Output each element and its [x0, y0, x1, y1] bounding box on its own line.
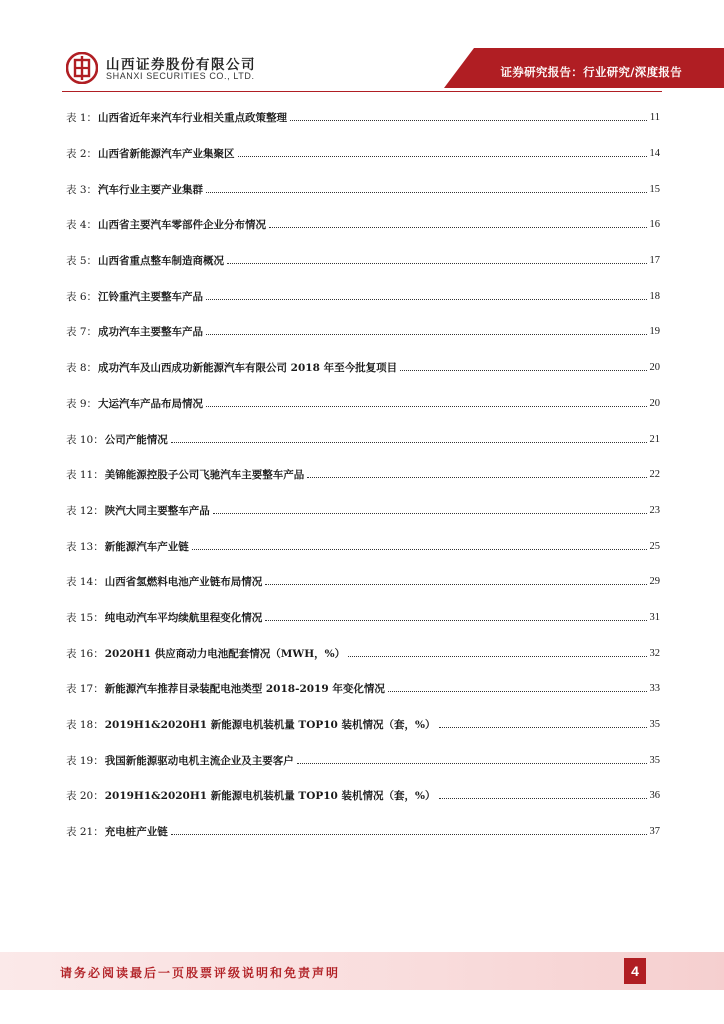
toc-entry-label: 表 20： — [66, 790, 104, 803]
toc-entry-title: 陕汽大同主要整车产品 — [104, 504, 210, 517]
toc-entry[interactable] — [66, 814, 660, 850]
toc-entry-page: 15 — [649, 183, 660, 195]
toc-entry-page: 11 — [649, 112, 660, 124]
toc-entry-label: 表 14： — [66, 576, 104, 589]
toc-entry-title: 山西省主要汽车零部件企业分布情况 — [98, 219, 267, 232]
toc-entry-label: 表 16： — [66, 647, 104, 660]
toc-entry-page: 35 — [649, 719, 660, 731]
toc-entry-page: 18 — [649, 290, 660, 302]
toc-entry-title: 山西省近年来汽车行业相关重点政策整理 — [98, 112, 288, 125]
toc-entry-title: 山西省新能源汽车产业集聚区 — [98, 148, 235, 161]
toc-entry-label: 表 10： — [66, 433, 104, 446]
toc-entry-label: 表 19： — [66, 754, 104, 767]
toc-dot-leader — [400, 370, 646, 371]
toc-entry-label: 表 8： — [66, 362, 98, 375]
toc-entry-label: 表 13： — [66, 540, 104, 553]
toc-entry-title: 新能源汽车推荐目录装配电池类型 2018-2019 年变化情况 — [104, 683, 385, 696]
toc-entry-page: 32 — [649, 647, 660, 659]
toc-entry[interactable] — [66, 778, 660, 814]
toc-entry-page: 25 — [649, 540, 660, 552]
toc-dot-leader — [192, 549, 647, 550]
toc-dot-leader — [213, 513, 647, 514]
toc-entry-title: 山西省氢燃料电池产业链布局情况 — [104, 576, 263, 589]
toc-entry-label: 表 7： — [66, 326, 98, 339]
company-logo-icon — [66, 52, 98, 84]
toc-entry-title: 美锦能源控股子公司飞驰汽车主要整车产品 — [104, 469, 305, 482]
toc-entry-label: 表 2： — [66, 148, 98, 161]
toc-entry-label: 表 5： — [66, 255, 98, 268]
toc-entry-page: 37 — [649, 826, 660, 838]
table-of-tables — [66, 100, 660, 849]
toc-entry-title: 2019H1&2020H1 新能源电机装机量 TOP10 装机情况（套，%） — [104, 719, 436, 732]
header-divider — [62, 91, 662, 92]
toc-entry-title: 公司产能情况 — [104, 433, 168, 446]
toc-dot-leader — [290, 120, 647, 121]
toc-dot-leader — [439, 798, 647, 799]
toc-entry-label: 表 1： — [66, 112, 98, 125]
toc-entry-title: 成功汽车及山西成功新能源汽车有限公司 2018 年至今批复项目 — [98, 362, 398, 375]
toc-entry[interactable] — [66, 493, 660, 529]
toc-dot-leader — [171, 834, 647, 835]
toc-entry-page: 36 — [649, 790, 660, 802]
toc-dot-leader — [439, 727, 647, 728]
toc-entry-label: 表 15： — [66, 611, 104, 624]
toc-entry-page: 20 — [649, 362, 660, 374]
toc-entry[interactable] — [66, 314, 660, 350]
page-header — [0, 0, 724, 100]
toc-entry-label: 表 11： — [66, 469, 104, 482]
toc-entry-title: 2020H1 供应商动力电池配套情况（MWH，%） — [104, 647, 346, 660]
toc-entry[interactable] — [66, 278, 660, 314]
toc-dot-leader — [269, 227, 646, 228]
toc-entry-title: 汽车行业主要产业集群 — [98, 183, 204, 196]
toc-entry[interactable] — [66, 350, 660, 386]
toc-entry-page: 23 — [649, 504, 660, 516]
toc-dot-leader — [348, 656, 646, 657]
toc-entry[interactable] — [66, 421, 660, 457]
toc-entry-label: 表 18： — [66, 719, 104, 732]
toc-entry-title: 我国新能源驱动电机主流企业及主要客户 — [104, 754, 294, 767]
toc-entry-page: 16 — [649, 219, 660, 231]
toc-entry-label: 表 17： — [66, 683, 104, 696]
page-number: 4 — [624, 958, 646, 984]
disclaimer-notice: 请务必阅读最后一页股票评级说明和免责声明 — [60, 966, 341, 980]
toc-entry-page: 31 — [649, 611, 660, 623]
toc-dot-leader — [238, 156, 647, 157]
toc-entry-page: 14 — [649, 148, 660, 160]
toc-dot-leader — [388, 691, 647, 692]
toc-entry-title: 2019H1&2020H1 新能源电机装机量 TOP10 装机情况（套，%） — [104, 790, 436, 803]
toc-entry-page: 21 — [649, 433, 660, 445]
toc-dot-leader — [171, 442, 647, 443]
toc-entry[interactable] — [66, 386, 660, 422]
toc-entry[interactable] — [66, 671, 660, 707]
toc-entry[interactable] — [66, 635, 660, 671]
toc-entry[interactable] — [66, 564, 660, 600]
toc-dot-leader — [206, 299, 646, 300]
toc-entry-label: 表 12： — [66, 504, 104, 517]
toc-entry-title: 新能源汽车产业链 — [104, 540, 189, 553]
toc-dot-leader — [227, 263, 646, 264]
toc-entry-page: 35 — [649, 754, 660, 766]
toc-entry-page: 20 — [649, 397, 660, 409]
toc-entry-title: 充电桩产业链 — [104, 826, 168, 839]
toc-entry-page: 22 — [649, 469, 660, 481]
page-footer — [0, 952, 724, 992]
toc-entry-label: 表 3： — [66, 183, 98, 196]
toc-dot-leader — [265, 620, 646, 621]
toc-entry-label: 表 6： — [66, 290, 98, 303]
toc-dot-leader — [206, 406, 646, 407]
toc-entry[interactable] — [66, 243, 660, 279]
toc-entry-title: 山西省重点整车制造商概况 — [98, 255, 225, 268]
toc-entry[interactable] — [66, 742, 660, 778]
toc-dot-leader — [307, 477, 646, 478]
toc-dot-leader — [265, 584, 646, 585]
toc-entry-label: 表 21： — [66, 826, 104, 839]
toc-entry-title: 大运汽车产品布局情况 — [98, 397, 204, 410]
toc-entry-page: 19 — [649, 326, 660, 338]
toc-dot-leader — [297, 763, 647, 764]
toc-entry-title: 成功汽车主要整车产品 — [98, 326, 204, 339]
company-name-cn: 山西证券股份有限公司 — [106, 57, 256, 73]
toc-entry-page: 29 — [649, 576, 660, 588]
toc-dot-leader — [206, 334, 646, 335]
toc-entry-title: 纯电动汽车平均续航里程变化情况 — [104, 611, 263, 624]
toc-entry-title: 江铃重汽主要整车产品 — [98, 290, 204, 303]
toc-entry[interactable] — [66, 171, 660, 207]
report-type-label: 证券研究报告：行业研究/深度报告 — [500, 65, 682, 79]
company-name-en: SHANXI SECURITIES CO., LTD. — [106, 71, 255, 81]
toc-entry-label: 表 4： — [66, 219, 98, 232]
toc-entry[interactable] — [66, 600, 660, 636]
toc-entry-page: 17 — [649, 255, 660, 267]
toc-entry-label: 表 9： — [66, 397, 98, 410]
toc-entry-page: 33 — [649, 683, 660, 695]
toc-entry[interactable] — [66, 707, 660, 743]
toc-entry[interactable] — [66, 207, 660, 243]
toc-dot-leader — [206, 192, 646, 193]
toc-entry[interactable] — [66, 136, 660, 172]
toc-entry[interactable] — [66, 528, 660, 564]
toc-entry[interactable] — [66, 100, 660, 136]
toc-entry[interactable] — [66, 457, 660, 493]
